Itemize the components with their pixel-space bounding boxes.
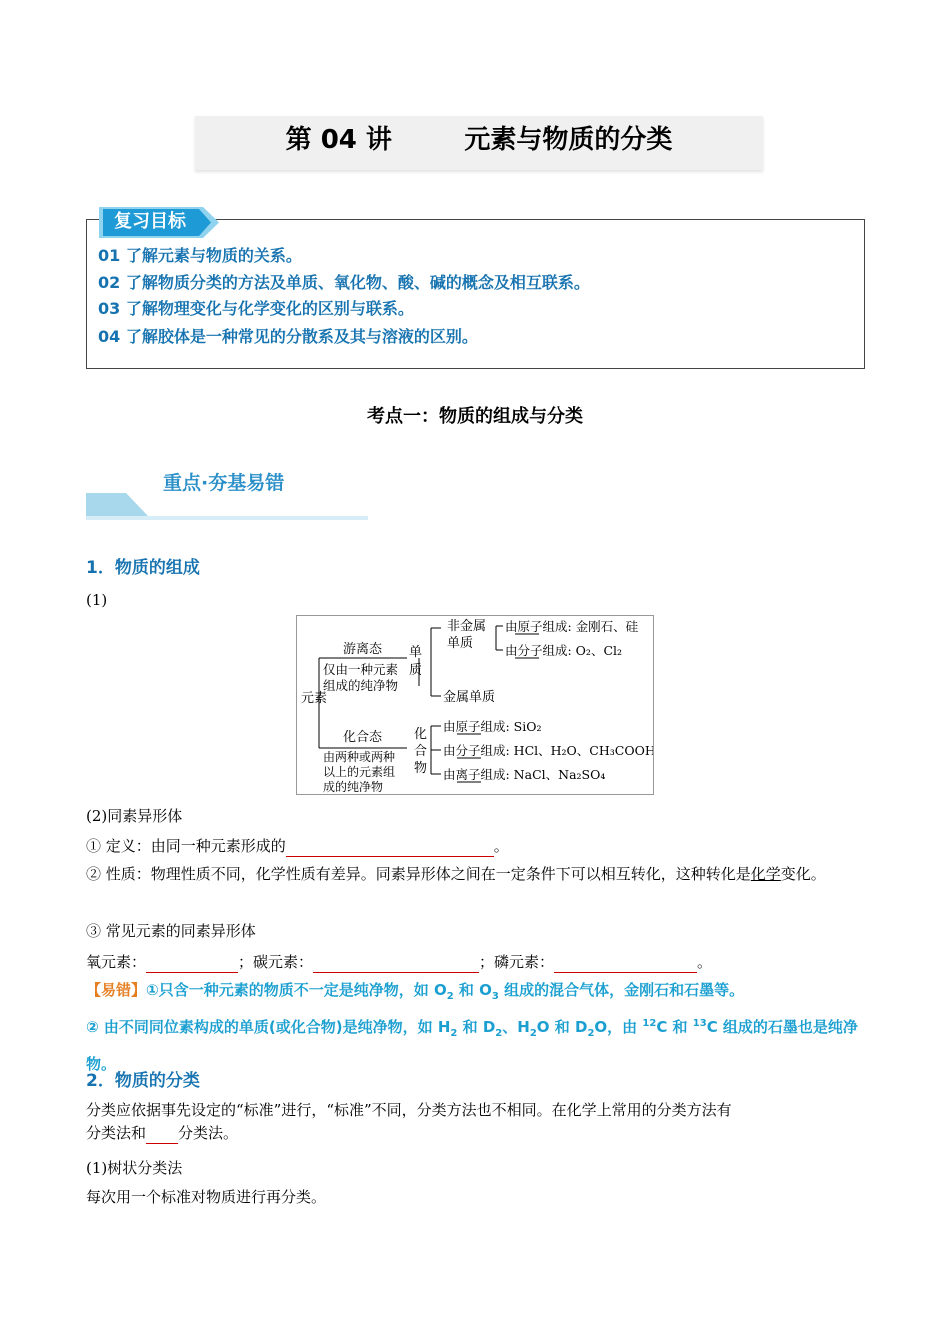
goals-badge-label: 复习目标 xyxy=(114,211,186,232)
diagram-compound-v2: 合 xyxy=(414,744,428,759)
allotrope-label: (2)同素异形体 xyxy=(86,807,183,825)
diagram-free-desc-2: 组成的纯净物 xyxy=(323,678,399,693)
page-title: 第 04 讲 元素与物质的分类 xyxy=(285,125,673,155)
diagram-row-molecule-1: 由分子组成: O₂、Cl₂ xyxy=(505,643,623,658)
error-tag: 【易错】 xyxy=(86,981,147,999)
carbon-blank[interactable] xyxy=(313,950,479,973)
diagram-row-atom-1: 由原子组成: 金刚石、硅 xyxy=(505,619,639,634)
error-note-2: ② 由不同同位素构成的单质(或化合物)是纯净物，如 $H_2$ 和 $D_2$、$H_2O$ 和 $D_2O$，由 $^{12}$C 和 $^{13}$C 组成的石墨也是纯净物。 xyxy=(86,1018,858,1073)
goal-item-1: 01 了解元素与物质的关系。 xyxy=(98,246,302,265)
element-classification-diagram xyxy=(296,615,654,795)
tree-desc: 每次用一个标准对物质进行再分类。 xyxy=(86,1188,327,1206)
phosphorus-blank[interactable] xyxy=(554,950,697,973)
phosphorus-label: ；磷元素： xyxy=(479,953,555,971)
diagram-comb-desc-3: 成的纯净物 xyxy=(323,780,384,794)
diagram-comb-desc-1: 由两种或两种 xyxy=(323,750,396,764)
oxygen-blank[interactable] xyxy=(146,950,238,973)
allotrope-def-prefix: ① 定义：由同一种元素形成的 xyxy=(86,837,286,855)
goal-item-3: 03 了解物理变化与化学变化的区别与联系。 xyxy=(98,299,414,318)
diagram-root-top: 元素 xyxy=(301,691,328,706)
diagram-nonmetal-1: 非金属 xyxy=(447,619,487,634)
diagram-row-atom-2: 由原子组成: SiO₂ xyxy=(443,719,542,734)
carbon-label: ；碳元素： xyxy=(238,953,314,971)
diagram-simple-v1: 单 xyxy=(409,645,423,660)
heading-composition: 1．物质的组成 xyxy=(86,558,200,578)
fill-row-end: 。 xyxy=(697,953,713,971)
heading-classification: 2．物质的分类 xyxy=(86,1071,200,1091)
diagram-nonmetal-2: 单质 xyxy=(447,636,474,651)
allotrope-prop-answer: 化学 xyxy=(750,865,781,883)
class-p2b: 分类法。 xyxy=(178,1124,239,1142)
diagram-combined-state: 化合态 xyxy=(343,730,383,745)
diagram-compound-v3: 物 xyxy=(414,761,428,776)
error-note-1: 【易错】①只含一种元素的物质不一定是纯净物，如 $O_2$ 和 $O_3$ 组成的混合气体，金刚石和石墨等。 xyxy=(86,981,745,1002)
diagram-simple-v2: 质 xyxy=(409,663,423,678)
tree-label: (1)树状分类法 xyxy=(86,1159,183,1177)
diagram-comb-desc-2: 以上的元素组 xyxy=(323,765,396,779)
goal-item-4: 04 了解胶体是一种常见的分散系及其与溶液的区别。 xyxy=(98,327,478,346)
classification-blank[interactable] xyxy=(146,1121,178,1144)
allotrope-common: ③ 常见元素的同素异形体 xyxy=(86,922,256,940)
classification-paragraph xyxy=(86,1099,876,1144)
class-p1: 分类应依据事先设定的“标准”进行，“标准”不同，分类方法也不相同。在化学上常用的分类方法有 xyxy=(86,1101,732,1119)
diagram-free-desc-1: 仅由一种元素 xyxy=(323,662,399,677)
allotrope-def-suffix: 。 xyxy=(493,837,509,855)
definition-blank[interactable] xyxy=(286,834,494,857)
paragraph-label-1: (1) xyxy=(86,591,108,609)
diagram-row-molecule-2: 由分子组成: HCl、H₂O、CH₃COOH xyxy=(443,743,653,758)
diagram-compound-v1: 化 xyxy=(414,727,428,742)
allotrope-prop-tail: 变化。 xyxy=(780,865,826,883)
oxygen-label: 氧元素： xyxy=(86,953,147,971)
diagram-metal: 金属单质 xyxy=(443,690,496,705)
allotrope-fill-row xyxy=(86,950,712,973)
allotrope-definition xyxy=(86,834,509,857)
allotrope-property xyxy=(86,863,866,885)
diagram-row-ion-2: 由离子组成: NaCl、Na₂SO₄ xyxy=(443,767,606,782)
goal-item-2: 02 了解物质分类的方法及单质、氧化物、酸、碱的概念及相互联系。 xyxy=(98,273,590,292)
section-title: 重点·夯基易错 xyxy=(163,472,285,494)
class-p2a: 分类法和 xyxy=(86,1124,147,1142)
diagram-free-state: 游离态 xyxy=(343,642,383,657)
allotrope-prop-text: ② 性质：物理性质不同，化学性质有差异。同素异形体之间在一定条件下可以相互转化，这种转化是 xyxy=(86,865,751,883)
kaodian-heading: 考点一：物质的组成与分类 xyxy=(367,406,583,427)
